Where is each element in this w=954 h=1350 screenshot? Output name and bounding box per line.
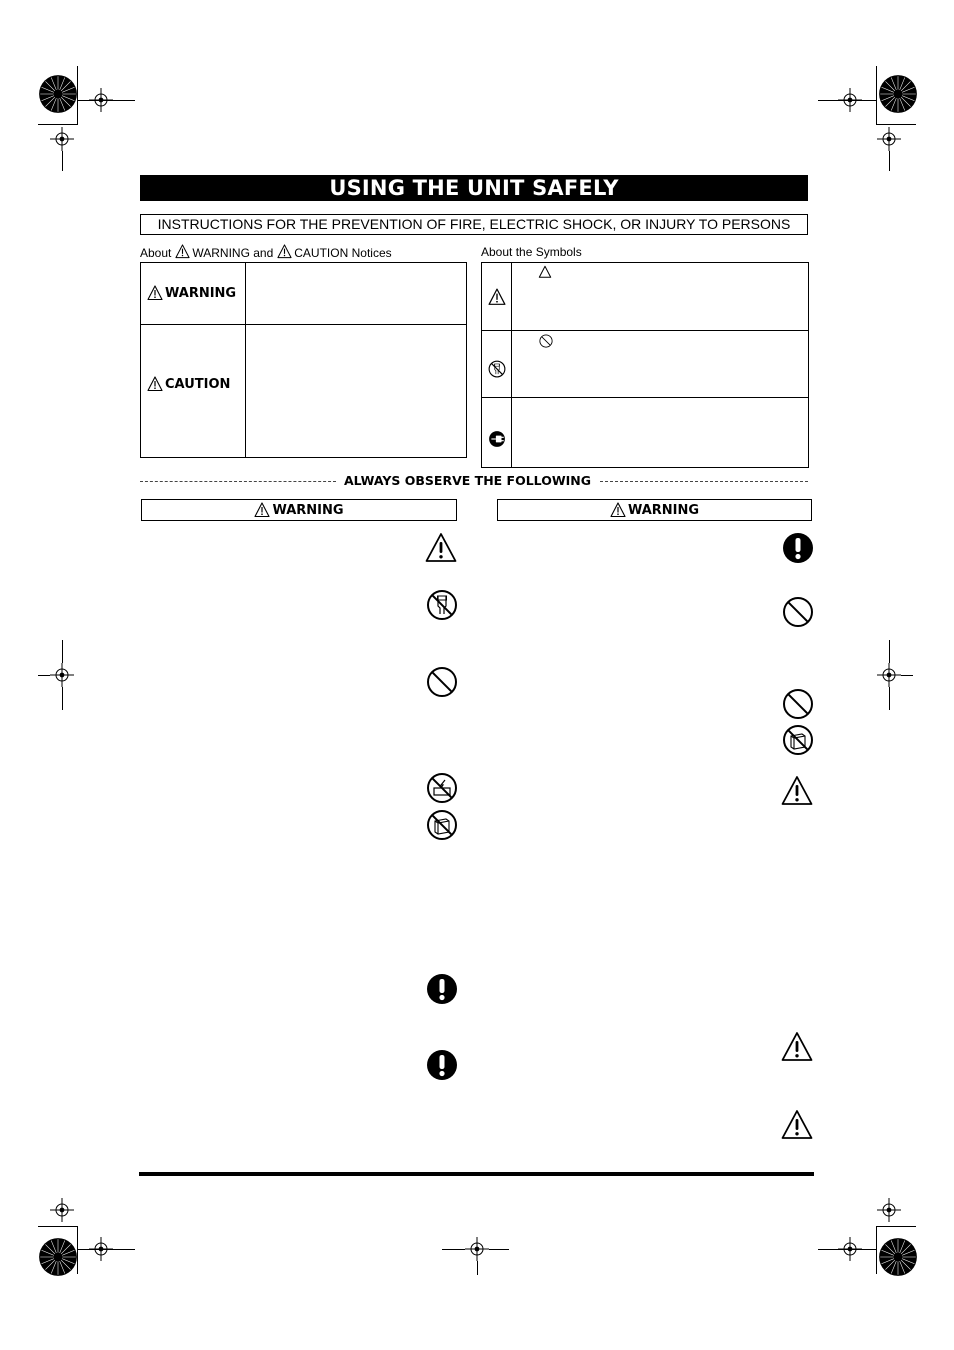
starburst-mark-bottom-left — [38, 1237, 78, 1277]
registration-mark — [465, 1237, 489, 1261]
notices-heading-prefix: About — [140, 246, 172, 260]
registration-mark — [50, 663, 74, 687]
caution-triangle-icon — [781, 1109, 813, 1141]
caution-notice-label: CAUTION — [147, 376, 243, 392]
triangle-outline-icon — [538, 265, 552, 279]
footer-rule — [139, 1172, 814, 1176]
starburst-mark-bottom-right — [878, 1237, 918, 1277]
caution-triangle-icon — [781, 1031, 813, 1063]
prohibited-water-icon — [426, 772, 458, 804]
notices-heading-caution: CAUTION Notices — [294, 246, 392, 260]
caution-triangle-icon — [610, 502, 626, 518]
left-warning-header: WARNING — [141, 499, 457, 521]
caution-triangle-icon — [425, 532, 457, 564]
caution-triangle-icon — [488, 288, 506, 306]
unplug-icon — [488, 430, 506, 448]
page-title: USING THE UNIT SAFELY — [140, 175, 808, 201]
caution-triangle-icon — [147, 285, 163, 301]
registration-mark — [877, 663, 901, 687]
registration-mark — [50, 127, 74, 151]
notices-heading-warning: WARNING and — [192, 246, 274, 260]
symbols-heading: About the Symbols — [481, 245, 582, 259]
notices-table — [140, 262, 467, 458]
notices-heading — [140, 244, 392, 260]
registration-mark — [877, 1198, 901, 1222]
caution-triangle-icon — [277, 244, 292, 259]
caution-triangle-icon — [254, 502, 270, 518]
prohibited-icon — [426, 666, 458, 698]
divider-line — [140, 481, 336, 482]
divider-line — [600, 481, 808, 482]
caution-triangle-icon — [781, 775, 813, 807]
registration-mark — [877, 127, 901, 151]
prohibited-disassemble-icon — [488, 360, 506, 378]
mandatory-icon — [426, 973, 458, 1005]
caution-triangle-icon — [147, 376, 163, 392]
symbols-table — [481, 262, 809, 468]
prohibited-icon — [782, 688, 814, 720]
starburst-mark-top-left — [38, 74, 78, 114]
page-subtitle: INSTRUCTIONS FOR THE PREVENTION OF FIRE, ELECTRIC SHOCK, OR INJURY TO PERSONS — [140, 214, 808, 235]
prohibited-stack-icon — [782, 724, 814, 756]
right-warning-header: WARNING — [497, 499, 812, 521]
warning-notice-label: WARNING — [147, 285, 243, 301]
caution-notice-row — [141, 325, 466, 457]
prohibited-icon — [782, 596, 814, 628]
starburst-mark-top-right — [878, 74, 918, 114]
warning-notice-row — [141, 263, 466, 325]
mandatory-icon — [782, 532, 814, 564]
registration-mark — [50, 1198, 74, 1222]
caution-triangle-icon — [175, 244, 190, 259]
prohibited-stack-icon — [426, 809, 458, 841]
prohibited-circle-icon — [539, 334, 553, 348]
prohibited-disassemble-icon — [426, 589, 458, 621]
mandatory-icon — [426, 1049, 458, 1081]
always-observe-heading: ALWAYS OBSERVE THE FOLLOWING — [344, 473, 591, 488]
